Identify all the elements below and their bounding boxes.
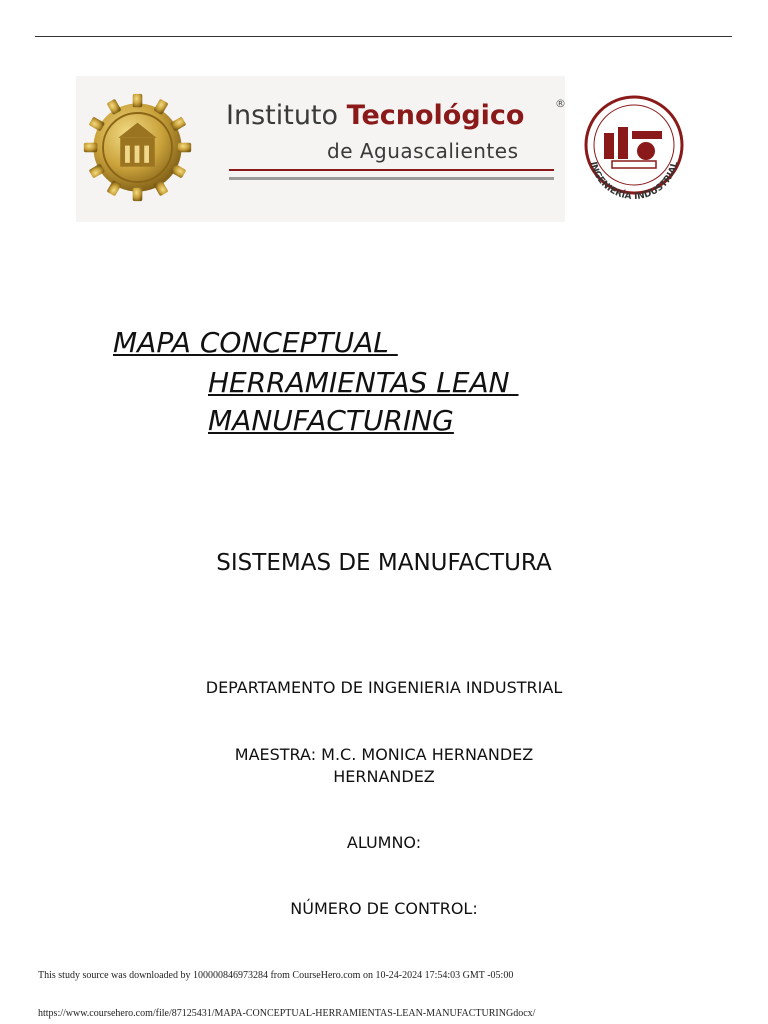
title-line2: HERRAMIENTAS LEAN: [208, 366, 519, 399]
teacher-block: [0, 744, 768, 788]
institution-name-bold: Tecnológico: [346, 100, 525, 131]
seal-text-ingenieria-industrial: INGENIERÍA INDUSTRIAL: [587, 160, 681, 203]
banner-red-rule: [229, 169, 554, 171]
subject-name: SISTEMAS DE MANUFACTURA: [216, 550, 552, 576]
registered-mark: ®: [555, 97, 566, 110]
teacher-line1: MAESTRA: M.C. MONICA HERNANDEZ: [234, 745, 534, 764]
student-label: ALUMNO:: [346, 833, 422, 852]
institute-gear-seal-logo: [80, 90, 195, 205]
download-notice: This study source was downloaded by 100000846973284 from CourseHero.com on 10-24-2024 17:54:03 GMT -05:00: [38, 970, 514, 981]
banner-gray-rule: [229, 177, 554, 180]
title-line1: MAPA CONCEPTUAL: [113, 326, 398, 359]
department-name: DEPARTAMENTO DE INGENIERIA INDUSTRIAL: [205, 678, 563, 697]
title-line3: MANUFACTURING: [208, 404, 454, 437]
source-url[interactable]: https://www.coursehero.com/file/87125431/MAPA-CONCEPTUAL-HERRAMIENTAS-LEAN-MANUFACTURINGdocx/: [38, 1008, 536, 1019]
institution-name-line2: de Aguascalientes: [327, 139, 519, 163]
top-rule: [35, 36, 732, 37]
industrial-engineering-seal-logo: [582, 93, 686, 223]
teacher-line2: HERNANDEZ: [333, 767, 435, 786]
control-number-label: NÚMERO DE CONTROL:: [290, 899, 478, 918]
institution-name-line1: Instituto Tecnológico: [226, 100, 525, 131]
